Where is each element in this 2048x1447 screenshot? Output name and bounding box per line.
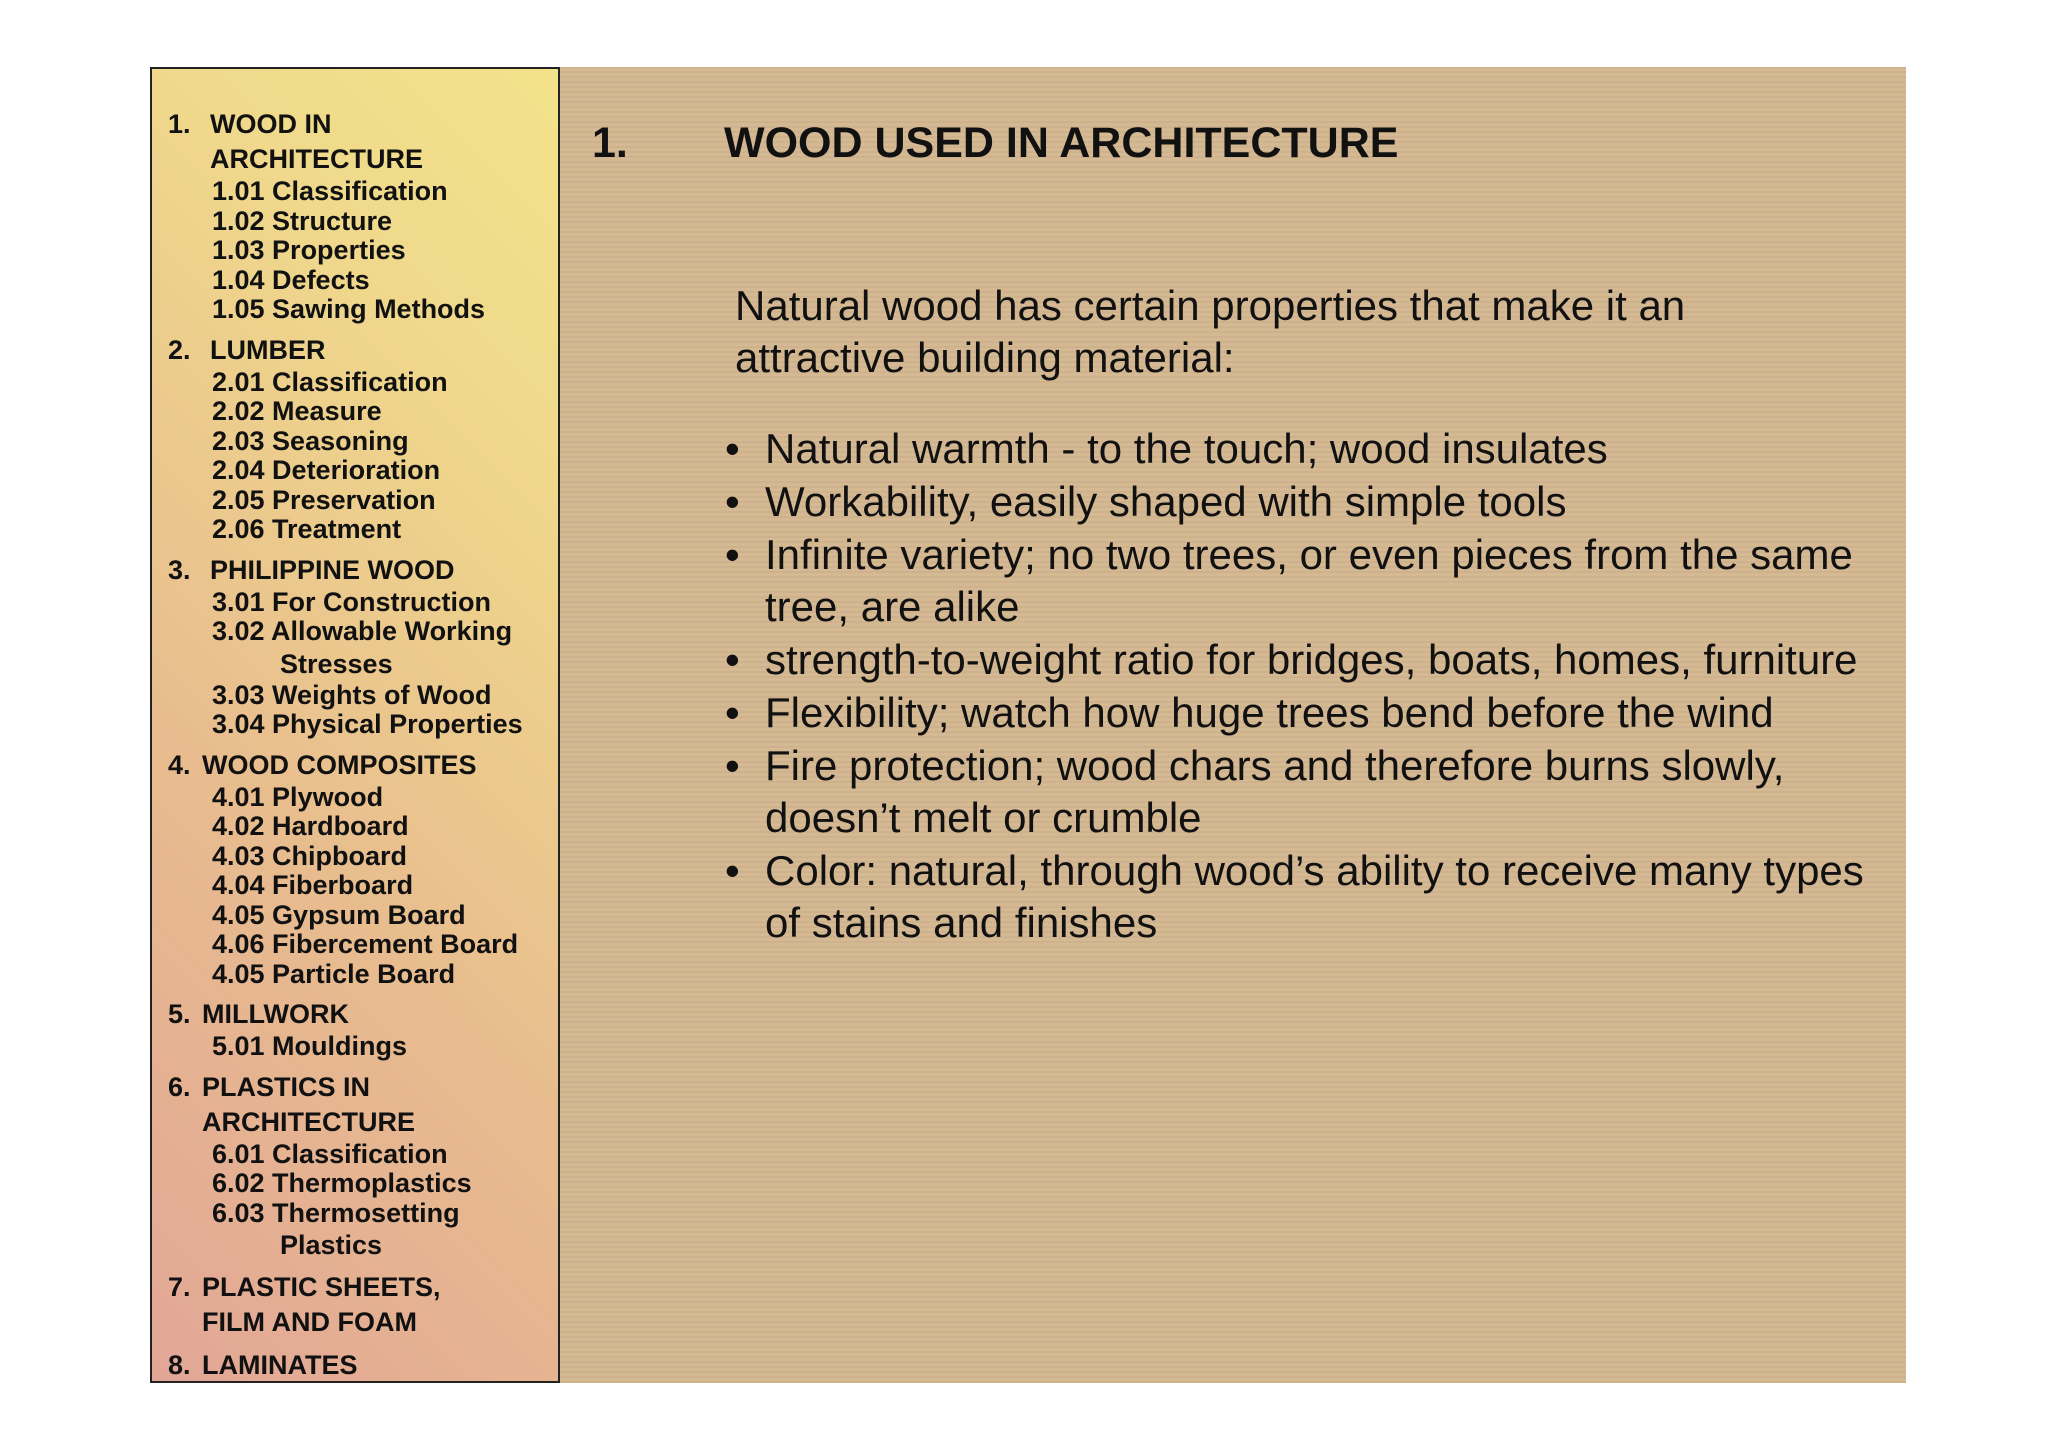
bullet-item [725, 687, 1875, 739]
toc-section [168, 553, 558, 740]
toc-subitem [168, 842, 558, 872]
toc-section-title: PLASTIC SHEETS, FILM AND FOAM [202, 1272, 441, 1337]
toc-subitem-label: 5.01 Mouldings [212, 1031, 408, 1061]
toc-subitem [168, 1169, 558, 1199]
toc-subitem-label: 2.06 Treatment [212, 514, 402, 544]
bullet-item [725, 740, 1875, 844]
toc-subitem-label: 2.05 Preservation [212, 484, 436, 515]
toc-section [168, 107, 558, 325]
toc-subitem [168, 397, 558, 427]
toc-section-title: WOOD COMPOSITES [202, 749, 477, 780]
toc-subitem-label: 6.01 Classification [212, 1138, 448, 1169]
toc-section-heading [168, 107, 558, 177]
bullet-dot-icon: • [725, 531, 740, 578]
page-heading [592, 119, 1398, 168]
toc-section [168, 997, 558, 1062]
toc-section [168, 1270, 558, 1340]
toc-section [168, 1070, 558, 1263]
bullet-item [725, 476, 1875, 528]
toc-subitem [168, 710, 558, 740]
toc-subitem [168, 207, 558, 237]
toc-subitem [168, 588, 558, 618]
toc-section-number: 4. [168, 749, 191, 780]
bullet-dot-icon: • [725, 478, 740, 525]
toc-subitem [168, 427, 558, 457]
toc-subitem-label: 1.04 Defects [212, 264, 370, 295]
toc-subitem-label: 4.01 Plywood [212, 781, 384, 812]
toc-subitem [168, 368, 558, 398]
toc-subitem [168, 486, 558, 516]
toc-section-heading [168, 1348, 558, 1383]
toc-section-title: LAMINATES [202, 1350, 358, 1380]
toc-section [168, 1348, 558, 1383]
toc-subitem [168, 930, 558, 960]
toc-subitem [168, 177, 558, 207]
bullet-dot-icon: • [725, 425, 740, 472]
heading-number: 1. [592, 119, 628, 167]
toc-subitem [168, 1032, 558, 1062]
table-of-contents-sidebar [150, 67, 560, 1383]
toc-section-heading [168, 553, 558, 588]
toc-subitem-label: 3.04 Physical Properties [212, 709, 523, 739]
toc-subitem-label: 4.06 Fibercement Board [212, 929, 519, 959]
toc-section-number: 3. [168, 554, 191, 585]
toc-subitem-label: 4.05 Particle Board [212, 958, 456, 989]
toc-section-number: 6. [168, 1071, 191, 1102]
bullet-text: Infinite variety; no two trees, or even pieces from the same tree, are alike [765, 531, 1853, 630]
toc-subitem-label: 1.03 Properties [212, 235, 406, 265]
toc-section-number: 7. [168, 1272, 191, 1302]
bullet-dot-icon: • [725, 742, 740, 789]
toc-subitem [168, 1140, 558, 1170]
toc-section-heading [168, 748, 558, 783]
toc-section-title: PHILIPPINE WOOD [210, 554, 455, 585]
bullet-dot-icon: • [725, 689, 740, 736]
toc-subitem-label: 2.01 Classification [212, 366, 448, 397]
toc-subitem-label: 2.03 Seasoning [212, 425, 409, 456]
toc-subitem-label: 2.04 Deterioration [212, 455, 441, 485]
toc-section-title: WOOD IN ARCHITECTURE [210, 109, 423, 174]
toc-section-heading [168, 997, 558, 1032]
toc-section-number: 2. [168, 334, 191, 365]
toc-section-number: 5. [168, 999, 191, 1029]
toc-section [168, 333, 558, 545]
toc-subitem-label: 6.03 Thermosetting [212, 1197, 460, 1228]
toc-subitem [168, 1199, 558, 1263]
toc-subitem-continuation: Stresses [280, 648, 393, 679]
toc-section-title: MILLWORK [202, 999, 349, 1029]
bullet-text: Natural warmth - to the touch; wood insulates [765, 425, 1608, 472]
bullet-item [725, 423, 1875, 475]
bullet-item [725, 529, 1875, 633]
toc-subitem-label: 2.02 Measure [212, 396, 382, 426]
toc-subitem-label: 4.03 Chipboard [212, 840, 408, 871]
toc-subitem-label: 3.02 Allowable Working [212, 616, 513, 646]
slide [150, 67, 1906, 1383]
toc-subitem-label: 6.02 Thermoplastics [212, 1168, 472, 1198]
toc-subitem [168, 617, 558, 681]
bullet-text: strength-to-weight ratio for bridges, boats, homes, furniture [765, 636, 1858, 683]
toc-subitem-label: 4.04 Fiberboard [212, 870, 414, 900]
toc-section-number: 1. [168, 109, 191, 139]
toc-subitem-label: 1.01 Classification [212, 176, 448, 206]
bullet-dot-icon: • [725, 636, 740, 683]
toc-subitem-label: 4.05 Gypsum Board [212, 899, 466, 930]
toc-subitem [168, 236, 558, 266]
toc-subitem [168, 681, 558, 711]
toc-subitem-label: 1.05 Sawing Methods [212, 294, 486, 324]
properties-bullet-list [725, 423, 1875, 950]
toc-subitem [168, 901, 558, 931]
toc-subitem [168, 812, 558, 842]
heading-title: WOOD USED IN ARCHITECTURE [724, 119, 1399, 167]
main-content-panel [560, 67, 1906, 1383]
intro-paragraph: Natural wood has certain properties that make it an attractive building material: [735, 282, 1686, 381]
toc-subitem-label: 1.02 Structure [212, 205, 393, 236]
toc-subitem [168, 266, 558, 296]
bullet-text: Workability, easily shaped with simple tools [765, 478, 1567, 525]
toc-subitem [168, 456, 558, 486]
toc-subitem [168, 871, 558, 901]
toc-section-title: PLASTICS IN ARCHITECTURE [202, 1071, 415, 1137]
toc-subitem [168, 783, 558, 813]
bullet-text: Flexibility; watch how huge trees bend before the wind [765, 689, 1774, 736]
bullet-item [725, 634, 1875, 686]
bullet-text: Color: natural, through wood’s ability to receive many types of stains and finishes [765, 847, 1864, 946]
toc-subitem-label: 4.02 Hardboard [212, 811, 409, 841]
toc-section-heading [168, 1070, 558, 1140]
toc-section-number: 8. [168, 1350, 191, 1380]
toc-subitem [168, 295, 558, 325]
bullet-item [725, 845, 1875, 949]
toc-section-title: LUMBER [210, 334, 326, 365]
toc-subitem [168, 960, 558, 990]
bullet-dot-icon: • [725, 847, 740, 894]
toc-section-heading [168, 1270, 558, 1340]
toc-section [168, 748, 558, 990]
toc-subitem-label: 3.03 Weights of Wood [212, 679, 492, 710]
bullet-text: Fire protection; wood chars and therefore burns slowly, doesn’t melt or crumble [765, 742, 1785, 841]
toc-subitem-label: 3.01 For Construction [212, 586, 492, 617]
toc-section-heading [168, 333, 558, 368]
toc-subitem-continuation: Plastics [280, 1230, 383, 1260]
toc-subitem [168, 515, 558, 545]
